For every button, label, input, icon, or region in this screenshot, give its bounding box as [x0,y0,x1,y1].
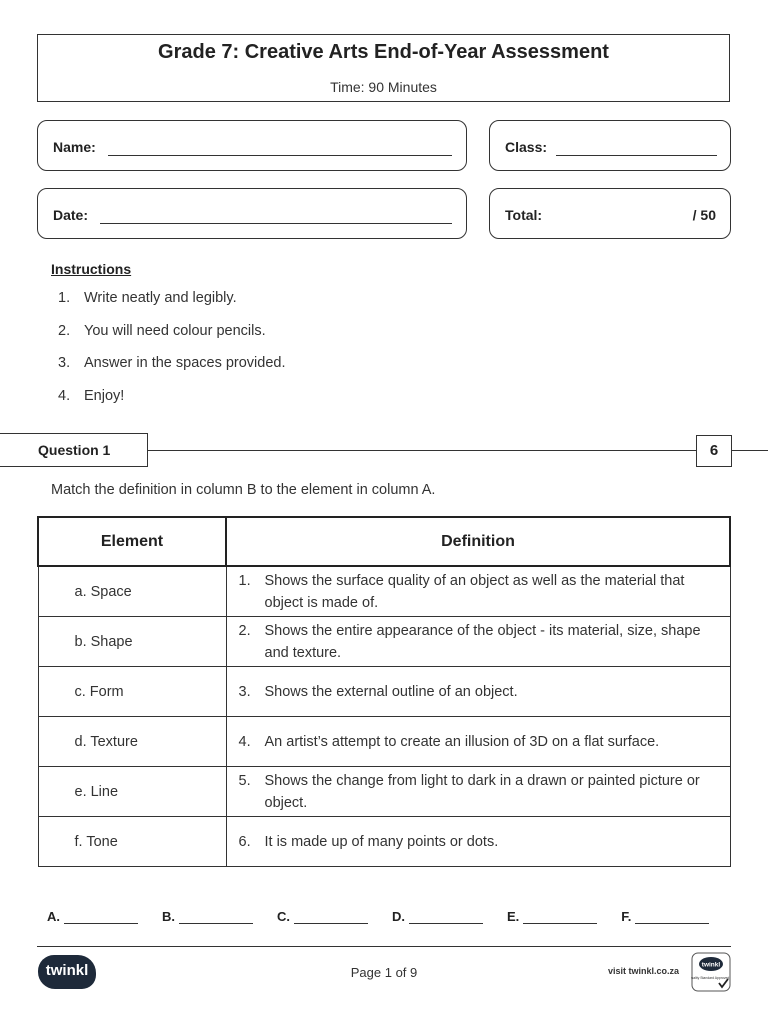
answer-item [621,909,709,924]
question-marks: 6 [696,435,732,467]
answer-label: B. [162,909,175,924]
class-label: Class: [505,139,548,155]
instructions-list [58,290,286,420]
definition-text: Shows the entire appearance of the object - its material, size, shape and texture. [264,622,701,661]
table-row [38,817,730,867]
answer-label: D. [392,909,405,924]
answer-item [162,909,253,924]
element-cell: b. Shape [38,617,226,667]
footer-divider [37,946,731,947]
badge-top-text: twinkl [701,961,721,969]
element-cell: d. Texture [38,717,226,767]
class-box [489,120,731,171]
definition-text: Shows the surface quality of an object as well as the material that object is made of. [264,572,685,611]
question-divider-right [732,450,768,451]
answer-label: F. [621,909,632,924]
answer-field-f[interactable] [635,909,709,924]
definition-number: 5. [238,772,251,789]
answer-row [47,909,727,924]
page-title: Grade 7: Creative Arts End-of-Year Assessment [158,41,609,63]
answer-field-a[interactable] [64,909,138,924]
answer-field-c[interactable] [294,909,368,924]
answer-field-d[interactable] [409,909,483,924]
definition-text: An artist’s attempt to create an illusion of 3D on a flat surface. [264,733,660,750]
instructions-title: Instructions [51,261,132,277]
instruction-text: Answer in the spaces provided. [84,355,286,371]
table-row [38,566,730,617]
instruction-item [58,355,286,388]
class-field[interactable] [556,155,717,156]
element-cell: c. Form [38,667,226,717]
instruction-number: 3. [58,355,71,371]
column-header-definition: Definition [226,517,730,566]
date-label: Date: [53,207,89,223]
instruction-text: Enjoy! [84,387,125,404]
instruction-number: 1. [58,290,71,306]
definition-number: 4. [238,733,251,750]
definition-number: 3. [238,683,251,700]
table-header-row [38,517,730,566]
page-number: Page 1 of 9 [350,965,418,980]
total-label: Total: [505,207,543,223]
table-row [38,767,730,817]
total-box [489,188,731,239]
definition-cell [226,767,730,817]
logo-text: twinkl [45,962,89,979]
instruction-text: Write neatly and legibly. [84,290,237,306]
instruction-text: You will need colour pencils. [84,322,266,339]
definition-number: 6. [238,833,251,850]
time-allowed: Time: 90 Minutes [330,79,437,95]
answer-item [392,909,483,924]
answer-item [277,909,368,924]
site-link[interactable]: visit twinkl.co.za [608,966,680,976]
quality-badge-icon [691,952,731,992]
answer-item [47,909,138,924]
instruction-item [58,323,286,356]
answer-label: E. [507,909,520,924]
name-field[interactable] [108,155,452,156]
answer-field-b[interactable] [179,909,253,924]
table-row [38,667,730,717]
date-box [37,188,467,239]
definition-cell [226,817,730,867]
definition-cell [226,617,730,667]
element-cell: f. Tone [38,817,226,867]
table-row [38,617,730,667]
answer-label: C. [277,909,290,924]
instruction-item [58,290,286,323]
table-row [38,717,730,767]
definition-cell [226,667,730,717]
title-box [37,34,730,102]
name-box [37,120,467,171]
date-field[interactable] [100,223,452,224]
answer-field-e[interactable] [523,909,597,924]
definition-number: 2. [238,622,251,639]
answer-label: A. [47,909,60,924]
total-value: / 50 [692,207,716,223]
definition-text: Shows the external outline of an object. [264,683,518,700]
instruction-number: 4. [58,387,71,404]
question-box [0,433,148,467]
definition-text: Shows the change from light to dark in a drawn or painted picture or object. [264,772,700,811]
question-divider [148,450,696,451]
definition-text: It is made up of many points or dots. [264,833,499,850]
element-cell: e. Line [38,767,226,817]
column-header-element: Element [38,517,226,566]
question-prompt: Match the definition in column B to the element in column A. [51,482,436,498]
definition-number: 1. [238,572,251,589]
instruction-item [58,388,286,421]
instruction-number: 2. [58,322,71,339]
matching-table [37,516,731,867]
element-cell: a. Space [38,566,226,617]
question-label: Question 1 [38,442,111,458]
badge-text: Quality Standard Approved [691,976,730,980]
name-label: Name: [53,139,96,155]
definition-cell [226,717,730,767]
definition-cell [226,566,730,617]
answer-item [507,909,597,924]
